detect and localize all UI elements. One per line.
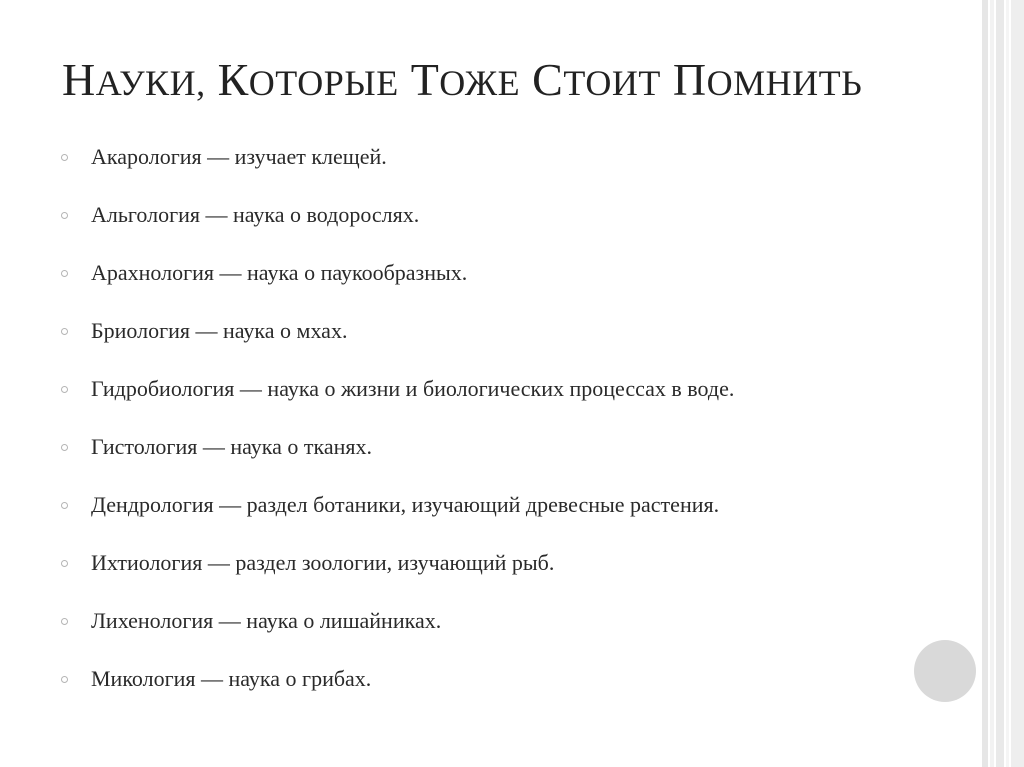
list-item [60,650,734,708]
list-item [60,186,734,244]
list-item-text: Бриология — наука о мхах. [91,318,348,343]
decorative-stripe [996,0,1004,767]
list-item [60,244,734,302]
list-item-text: Арахнология — наука о паукообразных. [91,260,468,285]
bullet-icon [61,270,68,277]
bullet-icon [61,154,68,161]
list-item [60,360,734,418]
list-item [60,534,734,592]
list-item [60,592,734,650]
decorative-circle [914,640,976,702]
bullet-icon [61,676,68,683]
list-item-text: Лихенология — наука о лишайниках. [91,608,442,633]
list-item-text: Гистология — наука о тканях. [91,434,373,459]
list-item-text: Акарология — изучает клещей. [91,144,387,169]
bullet-icon [61,560,68,567]
bullet-icon [61,618,68,625]
list-item-text: Альгология — наука о водорослях. [91,202,420,227]
bullet-icon [61,444,68,451]
list-item [60,302,734,360]
bullet-icon [61,386,68,393]
list-item-text: Гидробиология — наука о жизни и биологических процессах в воде. [91,376,735,401]
decorative-stripe [1011,0,1024,767]
list-item [60,476,734,534]
decorative-stripe [990,0,994,767]
science-list [60,128,734,708]
list-item [60,418,734,476]
list-item-text: Дендрология — раздел ботаники, изучающий древесные растения. [91,492,720,517]
bullet-icon [61,328,68,335]
list-item-text: Ихтиология — раздел зоологии, изучающий рыб. [91,550,555,575]
list-item-text: Микология — наука о грибах. [91,666,372,691]
decorative-stripe [1006,0,1009,767]
list-item [60,128,734,186]
bullet-icon [61,212,68,219]
bullet-icon [61,502,68,509]
decorative-stripe [982,0,988,767]
slide-title: НАУКИ, КОТОРЫЕ ТОЖЕ СТОИТ ПОМНИТЬ [62,54,863,105]
